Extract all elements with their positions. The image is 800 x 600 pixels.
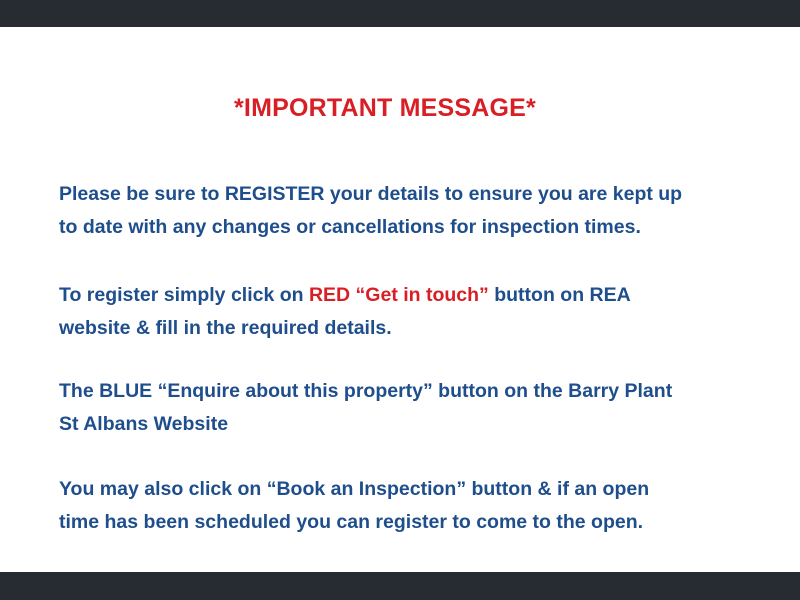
paragraph-line: time has been scheduled you can register to come to the open.: [59, 511, 644, 533]
paragraph-line: to date with any changes or cancellations for inspection times.: [59, 216, 641, 238]
register-details-paragraph: [59, 178, 779, 244]
paragraph-line: Please be sure to REGISTER your details to ensure you are kept up: [59, 183, 683, 205]
paragraph-line: St Albans Website: [59, 413, 229, 435]
paragraph-line: You may also click on “Book an Inspection” button & if an open: [59, 478, 650, 500]
paragraph-text: button on REA: [488, 284, 631, 306]
enquire-button-paragraph: [59, 375, 779, 441]
top-letterbox-bar: [0, 0, 800, 27]
important-message-heading: *IMPORTANT MESSAGE*: [234, 94, 536, 122]
paragraph-line: website & fill in the required details.: [59, 317, 392, 339]
paragraph-text: To register simply click on: [59, 284, 309, 306]
get-in-touch-highlight: RED “Get in touch”: [308, 284, 489, 306]
how-to-register-paragraph: [59, 279, 779, 345]
paragraph-line: The BLUE “Enquire about this property” button on the Barry Plant: [59, 380, 673, 402]
bottom-letterbox-bar: [0, 572, 800, 600]
book-inspection-paragraph: [59, 473, 779, 539]
